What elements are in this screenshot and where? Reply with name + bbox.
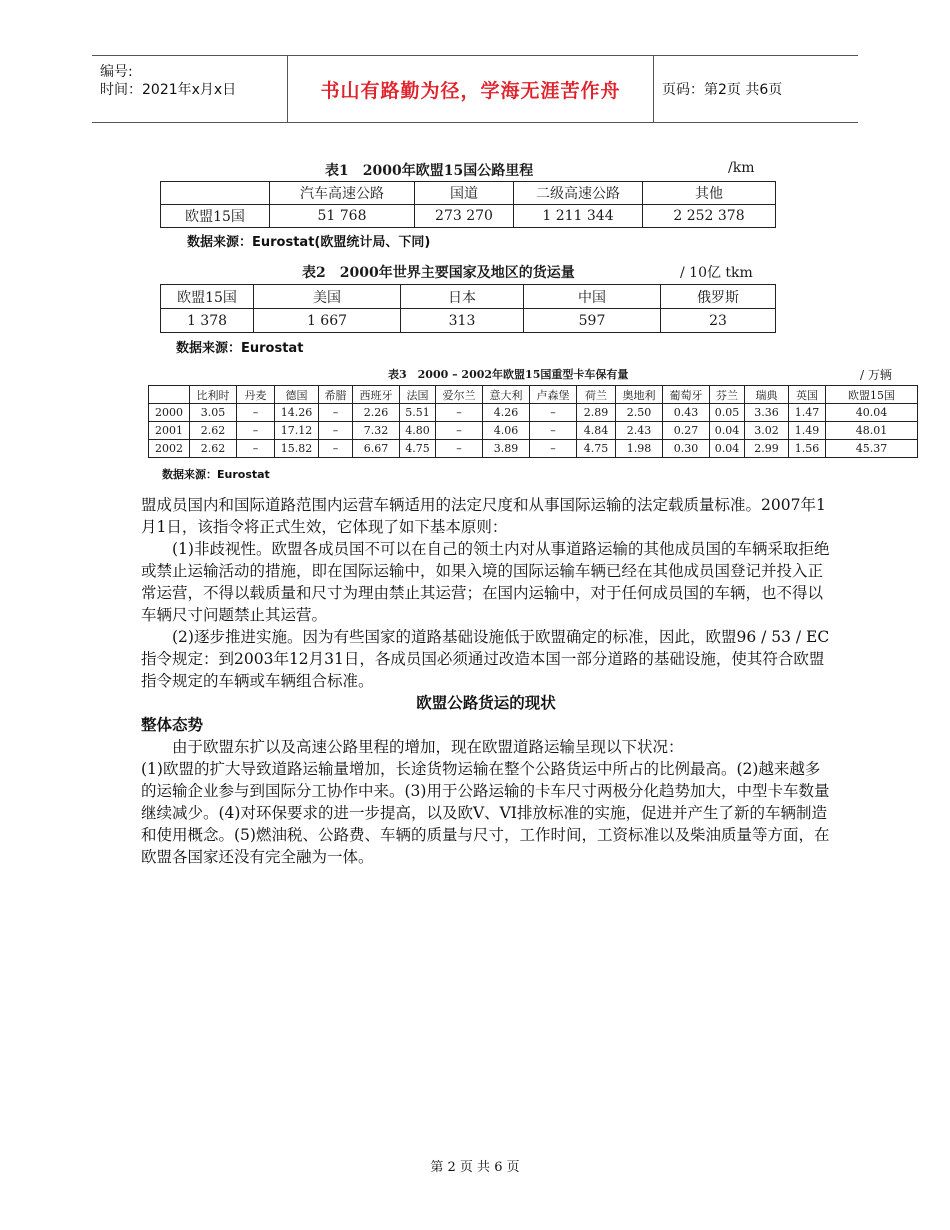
table-header-cell: 美国 (254, 285, 401, 309)
table-cell: – (530, 404, 577, 422)
table-cell: 1.56 (789, 440, 826, 458)
page-info: 页码：第2页 共6页 (662, 82, 783, 98)
table-header-row (161, 285, 776, 309)
table-cell: – (237, 404, 275, 422)
header-page-cell (654, 56, 858, 122)
table1-source: 数据来源：Eurostat(欧盟统计局、下同) (187, 235, 431, 250)
table1 (160, 181, 776, 228)
table-cell: 0.43 (663, 404, 710, 422)
table1-unit: /km (728, 160, 755, 176)
table-header-cell: 法国 (400, 386, 436, 404)
subsection-heading: 整体态势 (141, 716, 204, 734)
table-header-cell: 欧盟15国 (161, 285, 254, 309)
table-cell: 2.43 (616, 422, 663, 440)
table-cell: 5.51 (400, 404, 436, 422)
table-cell: 2001 (149, 422, 190, 440)
table-cell: 4.06 (483, 422, 530, 440)
table-header-cell: 丹麦 (237, 386, 275, 404)
table-cell: – (530, 440, 577, 458)
table-cell: 6.67 (353, 440, 400, 458)
table-header-cell: 汽车高速公路 (270, 182, 415, 205)
paragraph: (1)非歧视性。欧盟各成员国不可以在自己的领土内对从事道路运输的其他成员国的车辆采取拒绝或禁止运输活动的措施，即在国际运输中，如果入境的国际运输车辆已经在其他成员国登记并投入正常运营，不得以载质量和尺寸为理由禁止其运营；在国内运输中，对于任何成员国的车辆，也不得以车辆尺寸问题禁止其运营。 (141, 540, 830, 624)
table-cell: 3.02 (745, 422, 789, 440)
paragraph: (2)逐步推进实施。因为有些国家的道路基础设施低于欧盟确定的标准，因此，欧盟96 / 53 / EC指令规定：到2003年12月31日，各成员国必须通过改造本国一部分道路的基础设施，使其符合欧盟指令规定的车辆或车辆组合标准。 (141, 628, 830, 690)
table-header-cell: 俄罗斯 (661, 285, 776, 309)
table-cell: 2.89 (577, 404, 616, 422)
table-cell: 40.04 (826, 404, 918, 422)
table-header-cell: 英国 (789, 386, 826, 404)
table-row (149, 440, 918, 458)
table-header-cell: 其他 (643, 182, 776, 205)
paragraph: 盟成员国内和国际道路范围内运营车辆适用的法定尺度和从事国际运输的法定载质量标准。2007年1月1日，该指令将正式生效，它体现了如下基本原则： (141, 496, 826, 536)
table-header-cell: 意大利 (483, 386, 530, 404)
table-cell: – (319, 404, 353, 422)
table-cell: 0.30 (663, 440, 710, 458)
table-cell: 0.27 (663, 422, 710, 440)
table-cell: 1.98 (616, 440, 663, 458)
table-cell: 17.12 (275, 422, 319, 440)
table-cell: – (237, 422, 275, 440)
table-cell: 2000 (149, 404, 190, 422)
table-cell: 23 (661, 309, 776, 333)
table-cell: 2002 (149, 440, 190, 458)
section-heading: 欧盟公路货运的现状 (416, 694, 556, 712)
table-cell: 2.26 (353, 404, 400, 422)
table-cell: 51 768 (270, 205, 415, 228)
table-header-cell: 葡萄牙 (663, 386, 710, 404)
table-header-cell: 荷兰 (577, 386, 616, 404)
table3-source: 数据来源：Eurostat (162, 468, 270, 481)
header-meta (92, 56, 288, 122)
paragraph: 由于欧盟东扩以及高速公路里程的增加，现在欧盟道路运输呈现以下状况： (172, 738, 684, 756)
table-cell: 597 (524, 309, 661, 333)
table-cell: 313 (401, 309, 524, 333)
table-cell: 1.47 (789, 404, 826, 422)
table-header-cell: 爱尔兰 (436, 386, 483, 404)
table-cell: 15.82 (275, 440, 319, 458)
table-cell: – (237, 440, 275, 458)
table-header-cell: 希腊 (319, 386, 353, 404)
table-header-cell: 比利时 (190, 386, 237, 404)
table-cell: 1 378 (161, 309, 254, 333)
table-header-cell: 西班牙 (353, 386, 400, 404)
table-cell: 0.05 (710, 404, 745, 422)
table3 (148, 385, 918, 458)
table-header-cell: 中国 (524, 285, 661, 309)
table-cell: 3.36 (745, 404, 789, 422)
table-header-cell: 二级高速公路 (514, 182, 643, 205)
table-row (149, 422, 918, 440)
table-header-cell: 奥地利 (616, 386, 663, 404)
table-cell: 1.49 (789, 422, 826, 440)
table-cell: 7.32 (353, 422, 400, 440)
table-cell: 2 252 378 (643, 205, 776, 228)
table-cell: 4.84 (577, 422, 616, 440)
table-cell: 3.05 (190, 404, 237, 422)
table-header-cell (149, 386, 190, 404)
table2 (160, 284, 776, 333)
table-header-cell: 欧盟15国 (826, 386, 918, 404)
table-cell: 2.50 (616, 404, 663, 422)
table-cell: 1 667 (254, 309, 401, 333)
table-cell: 14.26 (275, 404, 319, 422)
table-row (161, 205, 776, 228)
page-footer: 第 2 页 共 6 页 (430, 1160, 520, 1175)
table-cell: – (436, 440, 483, 458)
table-header-cell: 国道 (415, 182, 514, 205)
table-cell: 2.62 (190, 422, 237, 440)
code-label: 编号: (100, 64, 133, 80)
table-cell: 1 211 344 (514, 205, 643, 228)
table-header-row (149, 386, 918, 404)
time-label: 时间：2021年x月x日 (100, 82, 237, 98)
table2-caption: 表2 2000年世界主要国家及地区的货运量 (302, 265, 575, 281)
table2-unit: / 10亿 tkm (680, 265, 753, 281)
table-cell: 48.01 (826, 422, 918, 440)
table-header-cell: 日本 (401, 285, 524, 309)
table-header-cell (161, 182, 270, 205)
table3-caption: 表3 2000 – 2002年欧盟15国重型卡车保有量 (388, 368, 629, 381)
table-header-cell: 德国 (275, 386, 319, 404)
table-cell: 273 270 (415, 205, 514, 228)
table2-source: 数据来源：Eurostat (176, 341, 304, 356)
page-header (92, 55, 858, 123)
table-cell: – (319, 440, 353, 458)
table-cell: – (530, 422, 577, 440)
table-cell: – (319, 422, 353, 440)
table-cell: 2.62 (190, 440, 237, 458)
table1-caption: 表1 2000年欧盟15国公路里程 (325, 163, 534, 179)
table-row (149, 404, 918, 422)
table-cell: – (436, 404, 483, 422)
table-cell: 4.80 (400, 422, 436, 440)
table-cell: 4.75 (400, 440, 436, 458)
table-header-cell: 卢森堡 (530, 386, 577, 404)
table-cell: 4.26 (483, 404, 530, 422)
table-cell: 2.99 (745, 440, 789, 458)
header-motto-cell (288, 56, 654, 122)
paragraph: (1)欧盟的扩大导致道路运输量增加，长途货物运输在整个公路货运中所占的比例最高。(2)越来越多的运输企业参与到国际分工协作中来。(3)用于公路运输的卡车尺寸两极分化趋势加大，中型卡车数量继续减少。(4)对环保要求的进一步提高，以及欧V、VI排放标准的实施，促进并产生了新的车辆制造和使用概念。(5)燃油税、公路费、车辆的质量与尺寸，工作时间，工资标准以及柴油质量等方面，在欧盟各国家还没有完全融为一体。 (141, 760, 830, 866)
table-cell: – (436, 422, 483, 440)
table-cell: 3.89 (483, 440, 530, 458)
table-cell: 45.37 (826, 440, 918, 458)
motto: 书山有路勤为径，学海无涯苦作舟 (320, 79, 621, 102)
table-cell: 0.04 (710, 422, 745, 440)
body-text (141, 494, 831, 868)
table-header-cell: 瑞典 (745, 386, 789, 404)
table-header-cell: 芬兰 (710, 386, 745, 404)
table-cell: 4.75 (577, 440, 616, 458)
table-cell: 欧盟15国 (161, 205, 270, 228)
table-cell: 0.04 (710, 440, 745, 458)
table-row (161, 309, 776, 333)
table3-unit: / 万辆 (860, 368, 892, 382)
table-header-row (161, 182, 776, 205)
